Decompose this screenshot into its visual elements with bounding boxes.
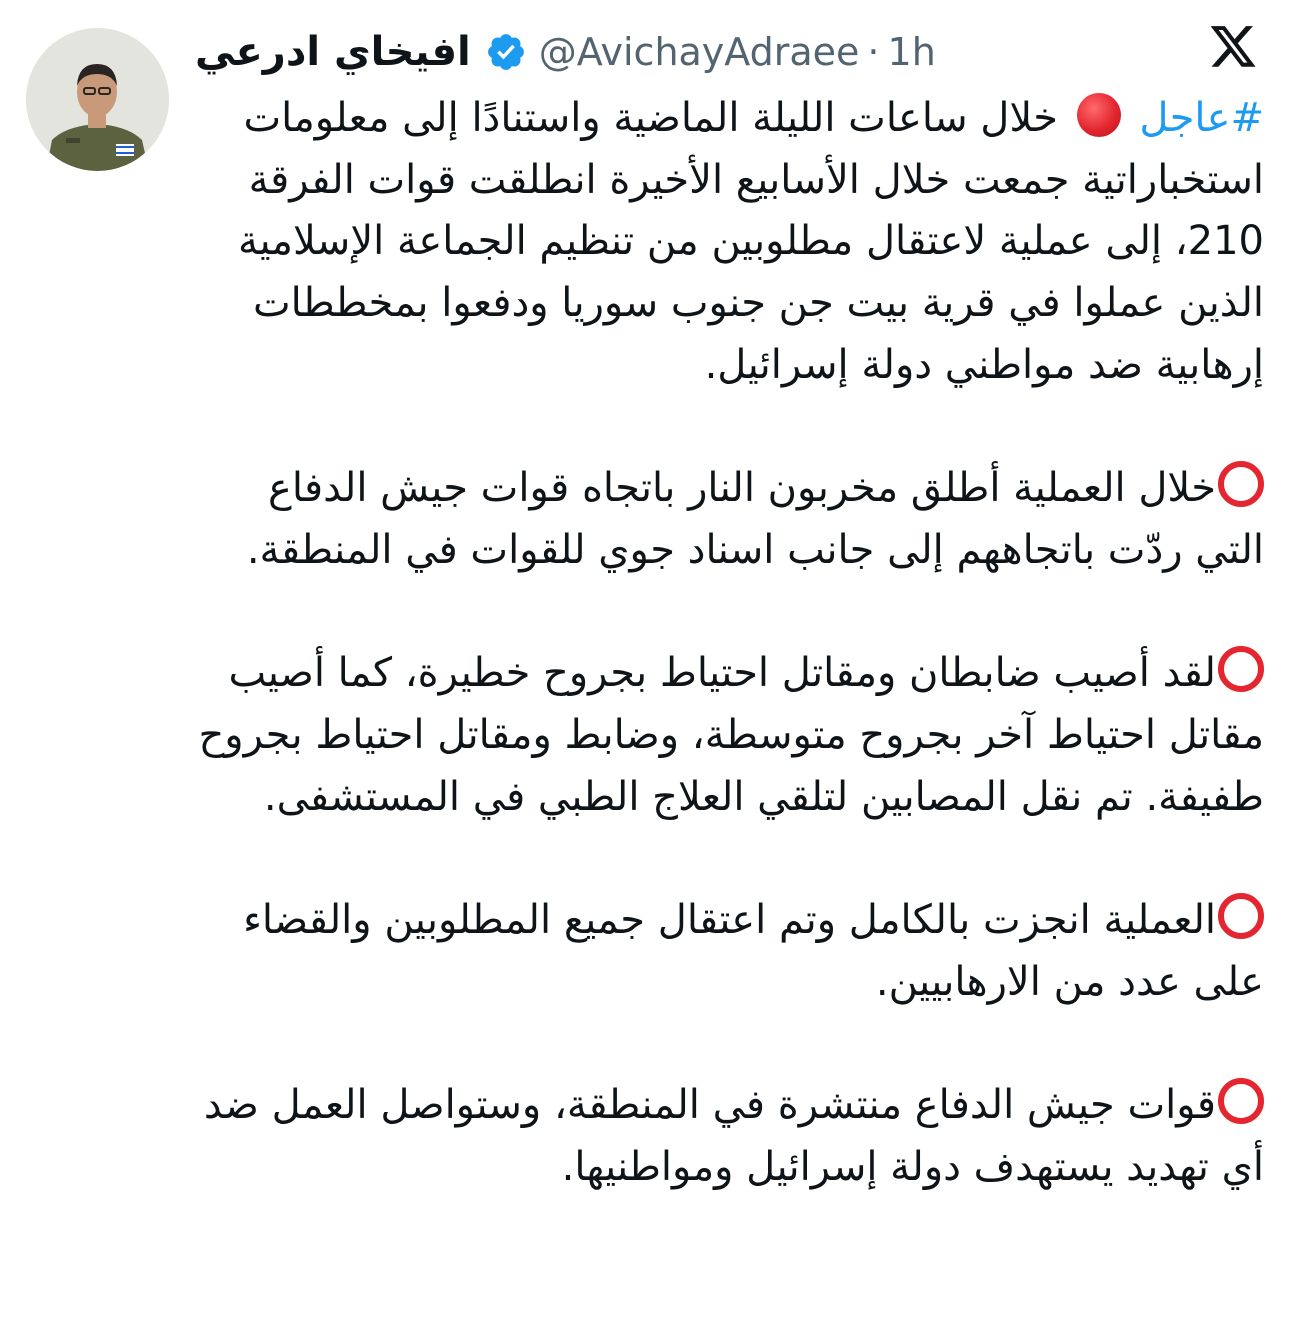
paragraph-5-text: قوات جيش الدفاع منتشرة في المنطقة، وستواصل العمل ضد أي تهديد يستهدف دولة إسرائيل ومواطنيها. <box>203 1082 1264 1190</box>
hashtag-link[interactable]: #عاجل <box>1139 95 1264 141</box>
author-handle[interactable]: @AvichayAdraee <box>538 30 860 74</box>
paragraph-3-text: لقد أصيب ضابطان ومقاتل احتياط بجروح خطيرة، كما أصيب مقاتل احتياط آخر بجروح متوسطة، وضابط ومقاتل احتياط بجروح طفيفة. تم نقل المصابين لتلقي العلاج الطبي في المستشفى. <box>198 650 1264 820</box>
tweet-text <box>190 88 1264 1199</box>
tweet-paragraph-5 <box>190 1075 1264 1198</box>
author-display-name[interactable]: افيخاي ادرعي <box>195 29 471 75</box>
paragraph-4-text: العملية انجزت بالكامل وتم اعتقال جميع المطلوبين والقضاء على عدد من الارهابيين. <box>243 897 1264 1005</box>
hollow-red-circle-icon <box>1218 1078 1264 1124</box>
post-time[interactable]: 1h <box>887 30 936 74</box>
paragraph-1-text: خلال ساعات الليلة الماضية واستنادًا إلى معلومات استخباراتية جمعت خلال الأسابيع الأخيرة انطلقت قوات الفرقة 210، إلى عملية لاعتقال مطلوبين من تنظيم الجماعة الإسلامية الذين عملوا في قرية بيت جن جنوب سوريا ودفعوا بمخططات إرهابية ضد مواطني دولة إسرائيل. <box>238 95 1264 388</box>
tweet-paragraph-4 <box>190 890 1264 1013</box>
tweet-paragraph-3 <box>190 643 1264 828</box>
hollow-red-circle-icon <box>1218 893 1264 939</box>
separator-dot: · <box>867 30 880 74</box>
tweet-paragraph-1 <box>190 88 1264 397</box>
profile-avatar[interactable] <box>26 28 169 171</box>
tweet-paragraph-2 <box>190 458 1264 581</box>
red-circle-emoji-icon <box>1077 93 1121 137</box>
verified-badge-icon <box>485 31 527 73</box>
paragraph-2-text: خلال العملية أطلق مخربون النار باتجاه قوات جيش الدفاع التي ردّت باتجاههم إلى جانب اسناد جوي للقوات في المنطقة. <box>246 465 1264 573</box>
tweet-header <box>195 22 936 82</box>
avatar-image <box>26 28 169 171</box>
x-logo-icon[interactable] <box>1208 26 1258 72</box>
hollow-red-circle-icon <box>1218 461 1264 507</box>
hollow-red-circle-icon <box>1218 646 1264 692</box>
